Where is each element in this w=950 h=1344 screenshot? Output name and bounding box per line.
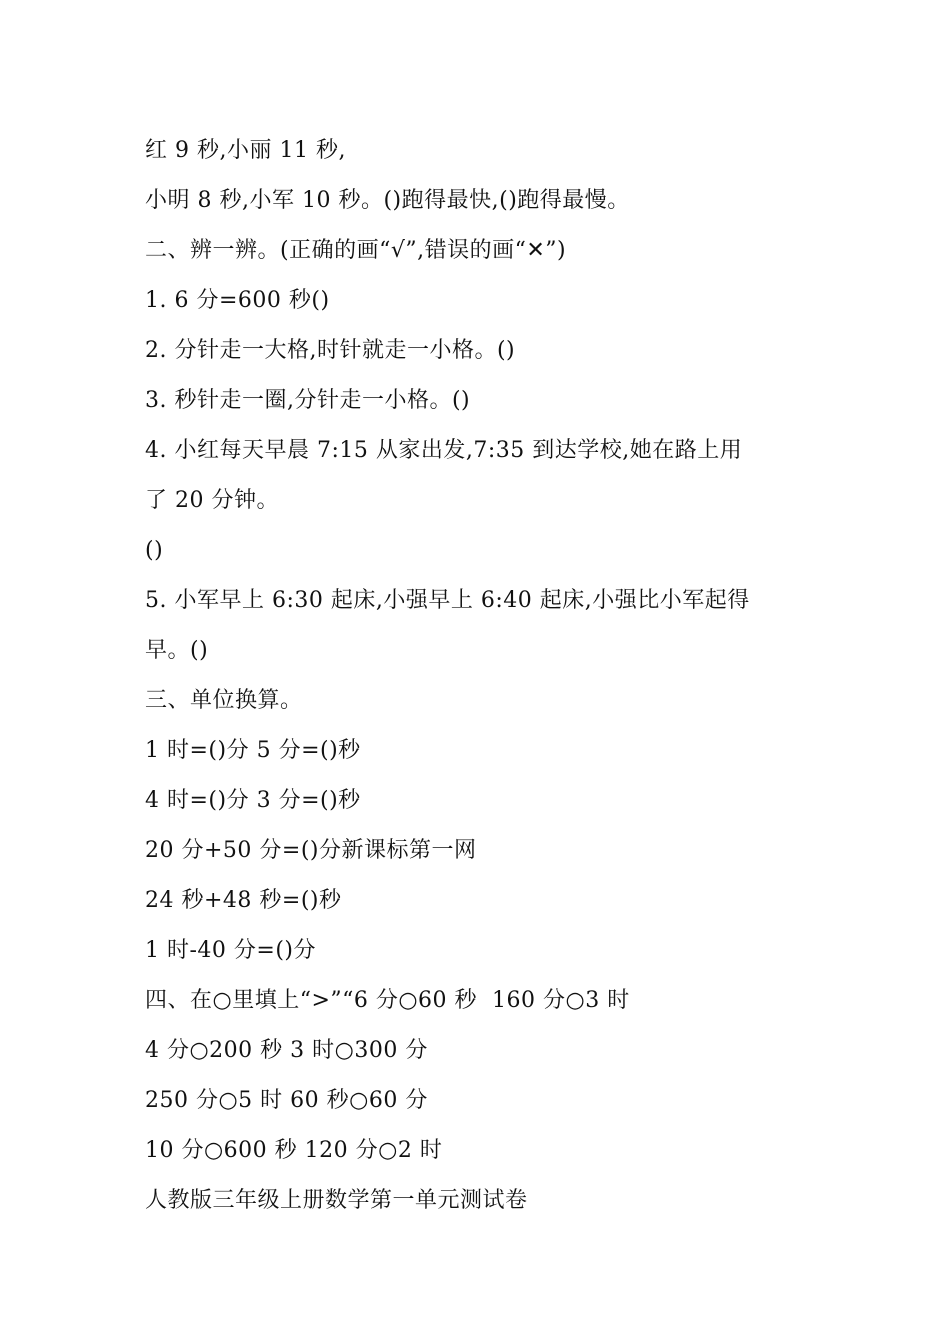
- section-heading-units: 三、单位换算。: [145, 688, 303, 713]
- judge-item-2: 2. 分针走一大格,时针就走一小格。(): [145, 338, 516, 363]
- text-line-2: 小明 8 秒,小军 10 秒。()跑得最快,()跑得最慢。: [145, 188, 630, 213]
- section-heading-compare: 四、在○里填上“>”“6 分○60 秒 160 分○3 时: [145, 988, 630, 1013]
- judge-item-4: 4. 小红每天早晨 7:15 从家出发,7:35 到达学校,她在路上用: [145, 438, 743, 463]
- unit-item-3: 20 分+50 分=()分新课标第一网: [145, 838, 477, 863]
- judge-item-3: 3. 秒针走一圈,分针走一小格。(): [145, 388, 471, 413]
- judge-item-4-blank: (): [145, 538, 164, 563]
- document-title: 人教版三年级上册数学第一单元测试卷: [145, 1188, 528, 1213]
- judge-item-4-cont: 了 20 分钟。: [145, 488, 279, 513]
- unit-item-1: 1 时=()分 5 分=()秒: [145, 738, 361, 763]
- judge-item-1: 1. 6 分=600 秒(): [145, 288, 330, 313]
- compare-item-1: 4 分○200 秒 3 时○300 分: [145, 1038, 428, 1063]
- compare-item-2: 250 分○5 时 60 秒○60 分: [145, 1088, 428, 1113]
- judge-item-5: 5. 小军早上 6:30 起床,小强早上 6:40 起床,小强比小军起得: [145, 588, 750, 613]
- text-line-1: 红 9 秒,小丽 11 秒,: [145, 138, 346, 163]
- compare-item-3: 10 分○600 秒 120 分○2 时: [145, 1138, 443, 1163]
- unit-item-2: 4 时=()分 3 分=()秒: [145, 788, 361, 813]
- document-body: [145, 126, 815, 1226]
- unit-item-4: 24 秒+48 秒=()秒: [145, 888, 342, 913]
- section-heading-judge: 二、辨一辨。(正确的画“√”,错误的画“✕”): [145, 238, 567, 263]
- judge-item-5-cont: 早。(): [145, 638, 209, 663]
- unit-item-5: 1 时-40 分=()分: [145, 938, 317, 963]
